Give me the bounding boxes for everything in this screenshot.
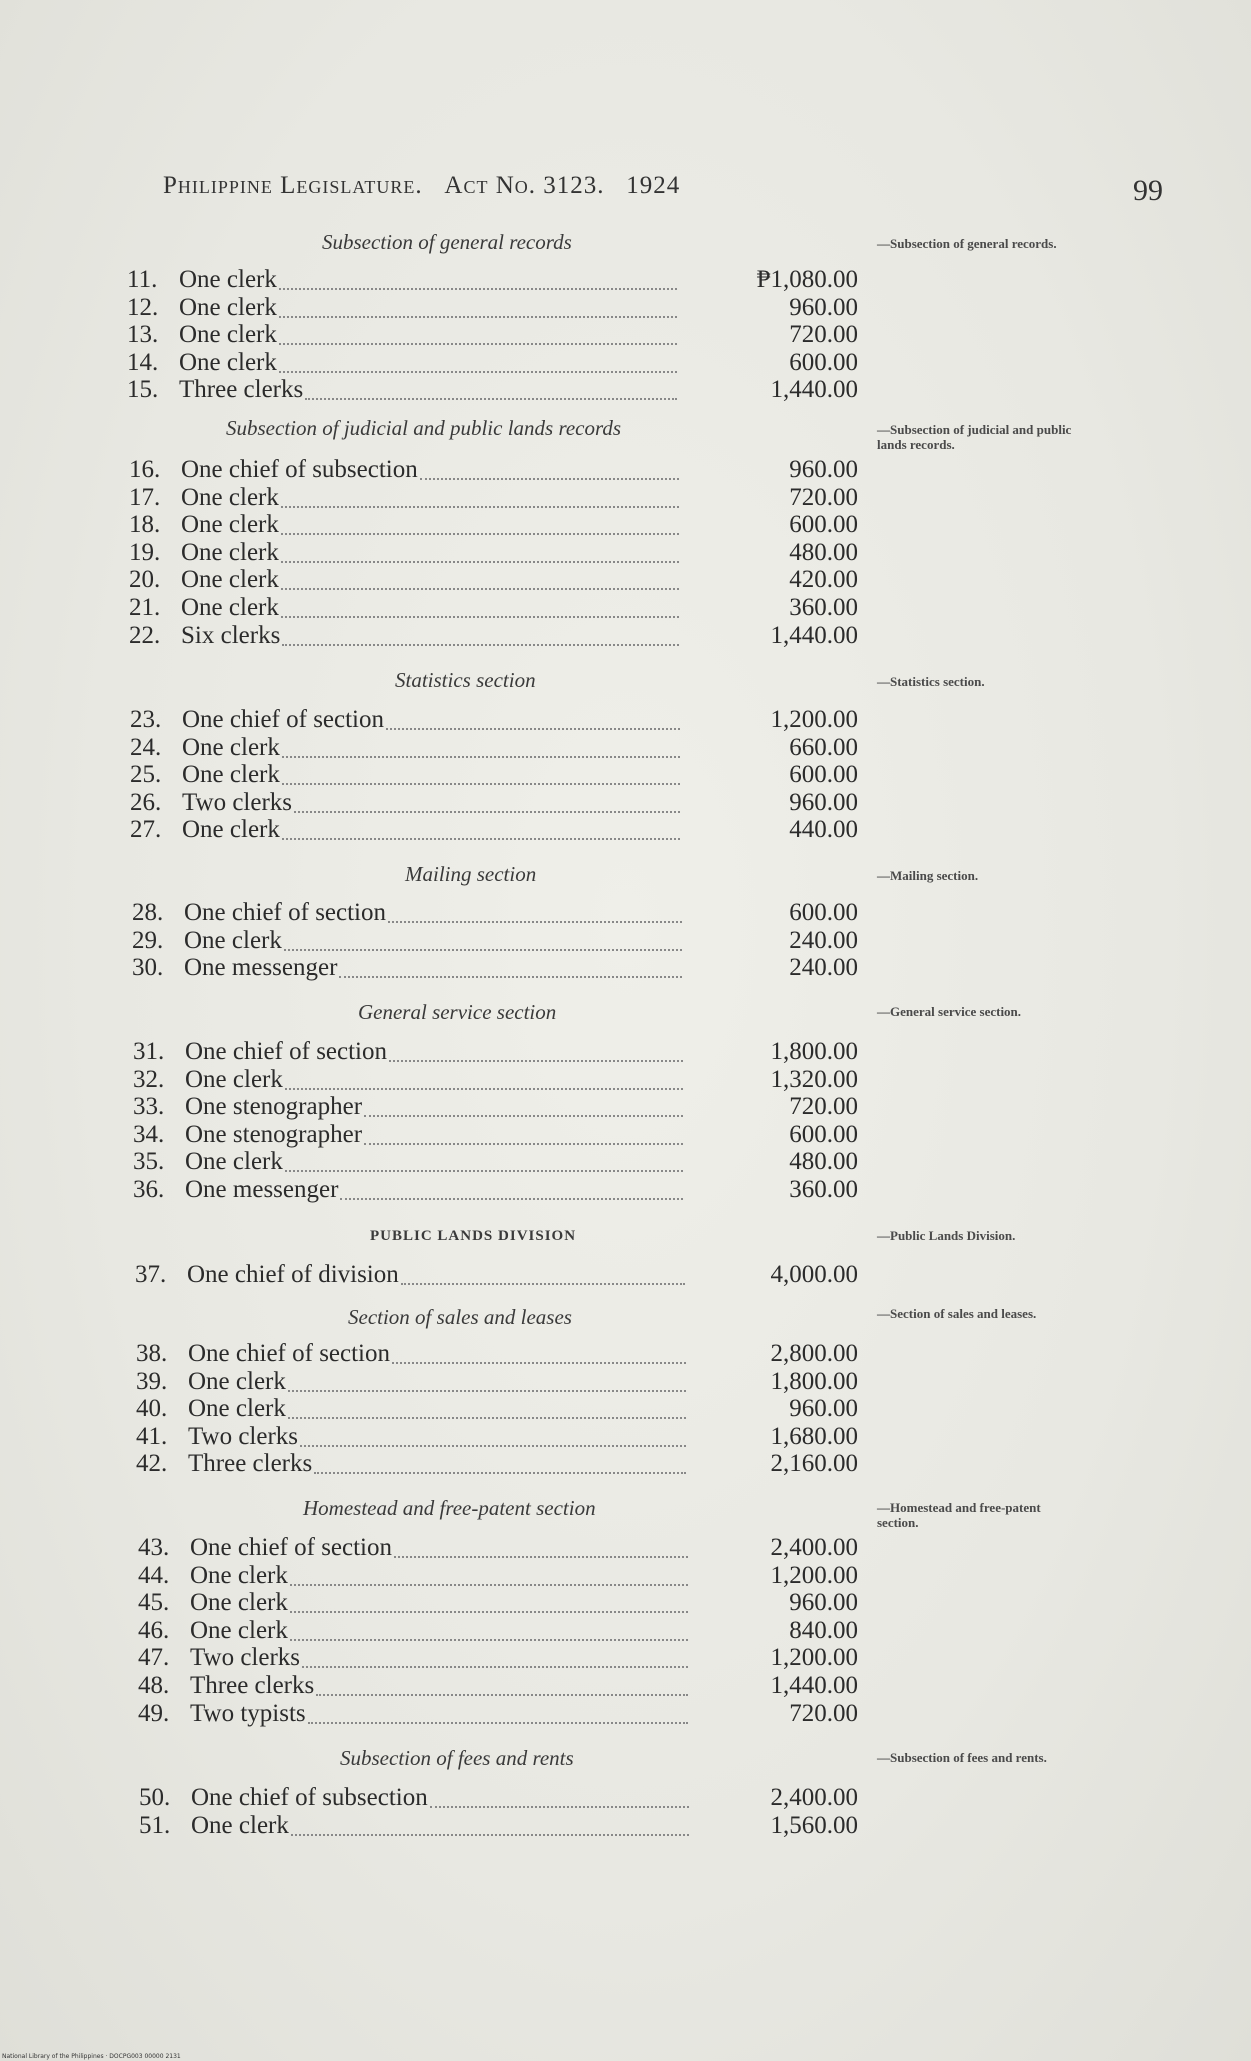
item-number: 31. (133, 1038, 165, 1065)
position-label: One stenographer (185, 1093, 363, 1121)
salary-amount: 600.00 (789, 899, 858, 926)
section-title: Subsection of fees and rents (340, 1746, 574, 1770)
schedule-row (136, 1340, 876, 1368)
schedule-row (132, 899, 872, 927)
schedule-row (138, 1700, 878, 1728)
position-label: One clerk (191, 1811, 289, 1839)
dot-leader (430, 1806, 689, 1808)
salary-amount: 600.00 (789, 511, 858, 539)
item-number: 51. (139, 1811, 171, 1839)
item-number: 47. (138, 1644, 170, 1672)
schedule-row (129, 456, 869, 484)
salary-amount: 960.00 (789, 1395, 858, 1423)
position-label: One chief of section (188, 1340, 391, 1367)
dot-leader (300, 1445, 686, 1447)
item-number: 15. (127, 376, 159, 404)
item-number: 35. (133, 1148, 165, 1176)
schedule-row (127, 266, 867, 294)
salary-amount: 480.00 (789, 538, 858, 566)
dot-leader (281, 506, 679, 508)
item-number: 13. (127, 321, 159, 349)
salary-amount: 720.00 (789, 483, 858, 511)
schedule-row (129, 511, 869, 539)
margin-note: —Section of sales and leases. (877, 1306, 1037, 1321)
position-label: One stenographer (185, 1120, 363, 1148)
dot-leader (282, 838, 680, 840)
dot-leader (386, 728, 680, 730)
item-number: 37. (135, 1261, 167, 1288)
salary-amount: 1,200.00 (770, 706, 858, 733)
salary-amount: 2,800.00 (770, 1340, 858, 1367)
section-title: General service section (358, 1000, 557, 1024)
dot-leader (388, 921, 682, 923)
position-label: One chief of division (187, 1261, 399, 1288)
position-label: One clerk (185, 1148, 283, 1176)
footer-credit: National Library of the Philippines · DOCPG003 00000 2131 (2, 2053, 181, 2060)
position-label: Two clerks (188, 1422, 299, 1450)
position-label: One clerk (181, 511, 279, 539)
salary-amount: 660.00 (789, 733, 858, 761)
item-number: 44. (138, 1561, 170, 1589)
dot-leader (339, 976, 682, 978)
position-label: One clerk (190, 1561, 288, 1589)
position-label: One clerk (190, 1616, 288, 1644)
dot-leader (420, 478, 679, 480)
position-label: One clerk (179, 321, 277, 349)
item-number: 48. (138, 1672, 170, 1699)
item-number: 28. (132, 899, 164, 926)
salary-amount: 960.00 (789, 456, 858, 483)
position-label: Two clerks (182, 788, 293, 816)
item-number: 33. (133, 1093, 165, 1121)
schedule-row (127, 321, 867, 349)
schedule-row (132, 927, 872, 955)
position-label: One chief of section (184, 899, 387, 926)
schedule-row (129, 622, 869, 650)
schedule-row (133, 1148, 873, 1176)
item-number: 21. (129, 594, 161, 621)
schedule-row (136, 1395, 876, 1423)
schedule-row (138, 1589, 878, 1617)
schedule-row (136, 1423, 876, 1451)
section-title: Subsection of judicial and public lands records (226, 416, 622, 440)
salary-amount: 600.00 (789, 761, 858, 789)
schedule-row (133, 1038, 873, 1066)
item-number: 43. (138, 1534, 170, 1561)
schedule-row (130, 816, 870, 844)
salary-amount: 2,400.00 (770, 1784, 858, 1811)
schedule-row (129, 484, 869, 512)
position-label: One chief of section (185, 1038, 388, 1065)
schedule-row (138, 1562, 878, 1590)
dot-leader (281, 533, 679, 535)
dot-leader (279, 371, 677, 373)
schedule-row (130, 706, 870, 734)
salary-amount: 360.00 (789, 1176, 858, 1203)
running-header (163, 172, 680, 200)
schedule-row (136, 1450, 876, 1478)
item-number: 26. (130, 788, 162, 816)
dot-leader (401, 1283, 685, 1285)
schedule-row (133, 1093, 873, 1121)
schedule-row (133, 1066, 873, 1094)
item-number: 46. (138, 1616, 170, 1644)
item-number: 27. (130, 816, 162, 844)
salary-amount: 600.00 (789, 1120, 858, 1148)
position-label: One clerk (190, 1589, 288, 1617)
margin-note: —Mailing section. (877, 868, 979, 883)
position-label: One clerk (179, 348, 277, 376)
schedule-row (127, 294, 867, 322)
schedule-row (129, 594, 869, 622)
salary-amount: 960.00 (789, 293, 858, 321)
item-number: 11. (127, 266, 158, 293)
schedule-row (132, 954, 872, 982)
item-number: 12. (127, 293, 159, 321)
position-label: One chief of section (182, 706, 385, 733)
salary-amount: 420.00 (789, 566, 858, 594)
section-title: Mailing section (405, 862, 537, 886)
schedule-row (130, 761, 870, 789)
item-number: 23. (130, 706, 162, 733)
position-label: One clerk (185, 1065, 283, 1093)
dot-leader (281, 616, 679, 618)
salary-amount: 720.00 (789, 1093, 858, 1121)
item-number: 17. (129, 483, 161, 511)
schedule-row (127, 376, 867, 404)
margin-note: —Subsection of judicial and public lands records. (877, 422, 1072, 452)
position-label: One chief of subsection (181, 456, 418, 483)
salary-amount: 840.00 (789, 1616, 858, 1644)
section-title: Section of sales and leases (348, 1305, 572, 1329)
margin-note: —Subsection of general records. (877, 236, 1057, 251)
item-number: 32. (133, 1065, 165, 1093)
item-number: 18. (129, 511, 161, 539)
position-label: One clerk (181, 483, 279, 511)
position-label: One clerk (182, 816, 280, 844)
position-label: One clerk (188, 1395, 286, 1423)
position-label: One messenger (184, 954, 338, 982)
dot-leader (284, 949, 682, 951)
position-label: One chief of subsection (191, 1784, 428, 1811)
salary-amount: 240.00 (789, 926, 858, 954)
schedule-row (138, 1534, 878, 1562)
position-label: One clerk (181, 538, 279, 566)
margin-note: —Homestead and free-patent section. (877, 1500, 1041, 1530)
item-number: 50. (139, 1784, 171, 1811)
dot-leader (291, 1834, 689, 1836)
schedule-row (138, 1672, 878, 1700)
section-title: PUBLIC LANDS DIVISION (370, 1228, 577, 1244)
item-number: 49. (138, 1699, 170, 1727)
item-number: 19. (129, 538, 161, 566)
item-number: 24. (130, 733, 162, 761)
salary-amount: 1,680.00 (770, 1422, 858, 1450)
page-number: 99 (1133, 174, 1163, 207)
salary-amount: 960.00 (789, 1589, 858, 1617)
position-label: Three clerks (190, 1672, 315, 1699)
dot-leader (290, 1611, 688, 1613)
salary-amount: 2,400.00 (770, 1534, 858, 1561)
item-number: 38. (136, 1340, 168, 1367)
salary-amount: 2,160.00 (770, 1450, 858, 1478)
schedule-row (138, 1617, 878, 1645)
position-label: One clerk (179, 266, 277, 293)
header-year: 1924 (626, 172, 681, 199)
dot-leader (285, 1170, 683, 1172)
schedule-row (127, 349, 867, 377)
header-title: Philippine Legislature. (163, 172, 423, 199)
salary-amount: ₱1,080.00 (756, 266, 858, 293)
schedule-row (135, 1261, 875, 1289)
position-label: One clerk (179, 293, 277, 321)
schedule-row (133, 1176, 873, 1204)
position-label: Six clerks (181, 621, 281, 649)
item-number: 34. (133, 1120, 165, 1148)
dot-leader (364, 1143, 683, 1145)
schedule-row (139, 1784, 879, 1812)
salary-amount: 1,800.00 (770, 1367, 858, 1395)
salary-amount: 1,440.00 (770, 376, 858, 404)
item-number: 45. (138, 1589, 170, 1617)
salary-amount: 720.00 (789, 1699, 858, 1727)
schedule-row (138, 1644, 878, 1672)
position-label: One clerk (181, 594, 279, 621)
dot-leader (279, 343, 677, 345)
dot-leader (364, 1115, 683, 1117)
position-label: One clerk (182, 733, 280, 761)
dot-leader (294, 811, 680, 813)
dot-leader (288, 1390, 686, 1392)
header-act: Act No. 3123. (444, 172, 605, 199)
schedule-row (129, 539, 869, 567)
dot-leader (314, 1472, 686, 1474)
salary-amount: 240.00 (789, 954, 858, 982)
item-number: 22. (129, 621, 161, 649)
item-number: 39. (136, 1367, 168, 1395)
position-label: One chief of section (190, 1534, 393, 1561)
position-label: Two typists (190, 1699, 306, 1727)
margin-note: —General service section. (877, 1004, 1022, 1019)
dot-leader (305, 398, 677, 400)
position-label: One clerk (184, 926, 282, 954)
salary-amount: 1,440.00 (770, 1672, 858, 1699)
position-label: One clerk (182, 761, 280, 789)
position-label: Three clerks (188, 1450, 313, 1478)
dot-leader (282, 644, 679, 646)
schedule-row (139, 1812, 879, 1840)
salary-amount: 960.00 (789, 788, 858, 816)
dot-leader (279, 316, 677, 318)
salary-amount: 1,200.00 (770, 1644, 858, 1672)
item-number: 25. (130, 761, 162, 789)
dot-leader (392, 1362, 686, 1364)
salary-amount: 1,800.00 (770, 1038, 858, 1065)
dot-leader (340, 1198, 683, 1200)
dot-leader (290, 1639, 688, 1641)
dot-leader (389, 1060, 683, 1062)
item-number: 20. (129, 566, 161, 594)
item-number: 40. (136, 1395, 168, 1423)
salary-amount: 360.00 (789, 594, 858, 621)
margin-note: —Subsection of fees and rents. (877, 1750, 1047, 1765)
margin-note: —Public Lands Division. (877, 1228, 1016, 1243)
item-number: 41. (136, 1422, 168, 1450)
item-number: 16. (129, 456, 161, 483)
position-label: One clerk (181, 566, 279, 594)
dot-leader (302, 1666, 688, 1668)
section-title: Statistics section (395, 668, 536, 692)
position-label: One messenger (185, 1176, 339, 1203)
dot-leader (288, 1417, 686, 1419)
schedule-row (130, 734, 870, 762)
item-number: 29. (132, 926, 164, 954)
dot-leader (281, 588, 679, 590)
dot-leader (316, 1694, 688, 1696)
salary-amount: 440.00 (789, 816, 858, 844)
margin-note: —Statistics section. (877, 674, 985, 689)
dot-leader (290, 1584, 688, 1586)
section-title: Homestead and free-patent section (303, 1496, 596, 1520)
item-number: 42. (136, 1450, 168, 1478)
salary-amount: 1,320.00 (770, 1065, 858, 1093)
schedule-row (133, 1121, 873, 1149)
item-number: 30. (132, 954, 164, 982)
dot-leader (394, 1556, 688, 1558)
dot-leader (282, 783, 680, 785)
salary-amount: 1,440.00 (770, 621, 858, 649)
position-label: Two clerks (190, 1644, 301, 1672)
salary-amount: 1,200.00 (770, 1561, 858, 1589)
schedule-row (130, 789, 870, 817)
salary-amount: 4,000.00 (770, 1261, 858, 1288)
item-number: 36. (133, 1176, 165, 1203)
salary-amount: 480.00 (789, 1148, 858, 1176)
item-number: 14. (127, 348, 159, 376)
position-label: One clerk (188, 1367, 286, 1395)
position-label: Three clerks (179, 376, 304, 404)
schedule-row (136, 1368, 876, 1396)
section-title: Subsection of general records (322, 230, 572, 254)
salary-amount: 720.00 (789, 321, 858, 349)
dot-leader (308, 1722, 688, 1724)
dot-leader (282, 756, 680, 758)
dot-leader (285, 1088, 683, 1090)
salary-amount: 600.00 (789, 348, 858, 376)
dot-leader (279, 288, 677, 290)
dot-leader (281, 561, 679, 563)
salary-amount: 1,560.00 (770, 1811, 858, 1839)
schedule-row (129, 566, 869, 594)
